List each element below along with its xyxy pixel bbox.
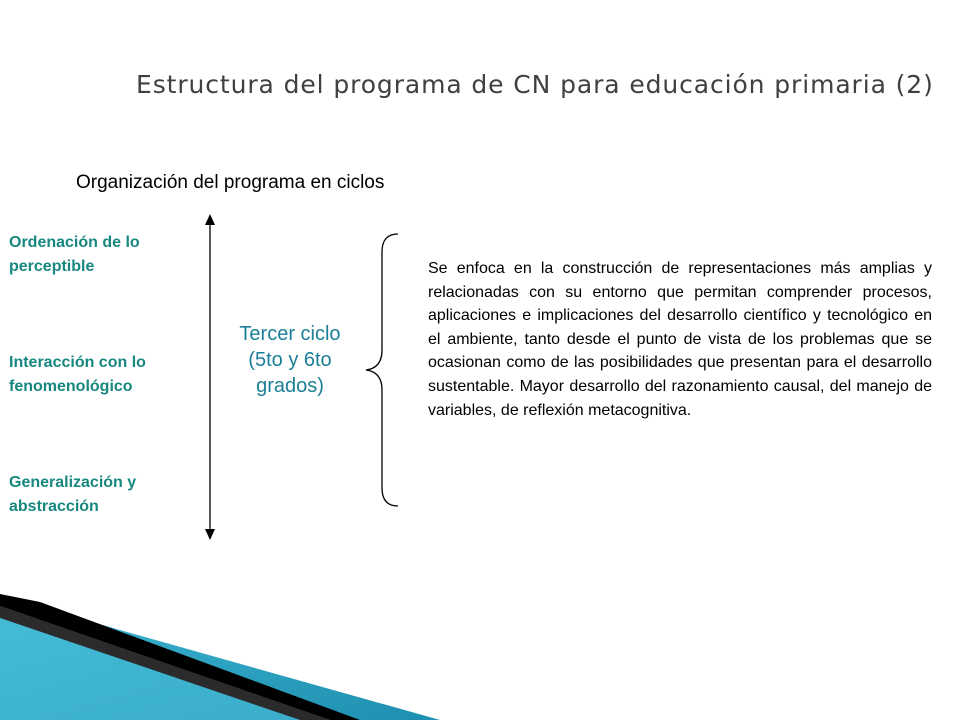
cycle-description: Se enfoca en la construcción de representaciones más amplias y relacionadas con su entorno que permitan comprender procesos, aplicaciones e implicaciones del desarrollo científico y tecnológico en el ambiente, tanto desde el punto de vista de los problemas que se ocasionan como de las posibilidades que presentan para el desarrollo sustentable. Mayor desarrollo del razonamiento causal, del manejo de variables, de reflexión metacognitiva. [428,260,932,419]
slide-title: Estructura del programa de CN para educación primaria (2) [136,70,934,99]
curly-brace-icon [362,232,402,508]
level-abstraccion: Generalización y abstracción [9,474,137,515]
slide-subtitle: Organización del programa en ciclos [76,172,385,193]
level-perceptible: Ordenación de lo perceptible [9,234,140,275]
double-arrow-icon [200,214,220,540]
level-fenomenologico: Interacción con lo fenomenológico [9,354,146,395]
cycle-label: Tercer ciclo (5to y 6to grados) [239,323,341,397]
